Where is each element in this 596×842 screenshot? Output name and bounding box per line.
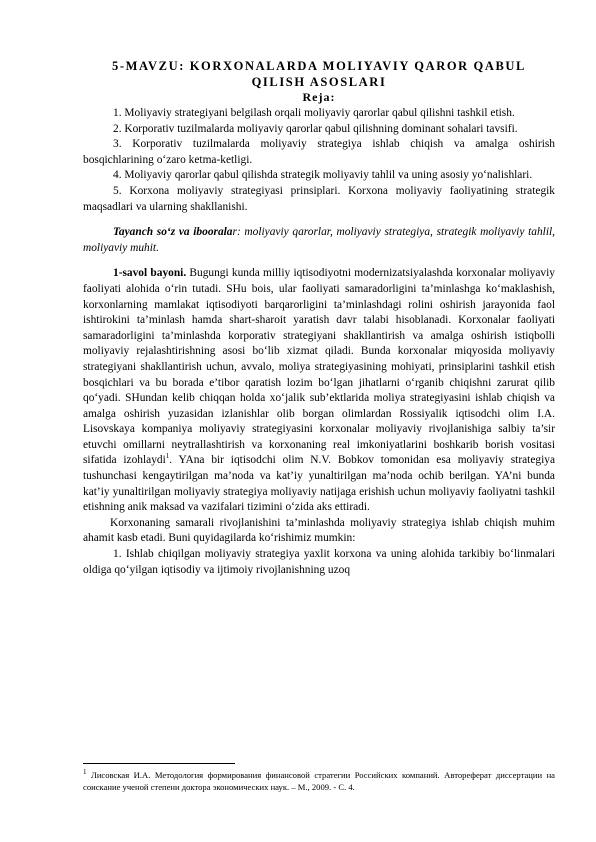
plan-heading: Reja: — [302, 90, 336, 104]
footnote — [83, 770, 555, 793]
footnote-ref: 1 — [165, 452, 170, 461]
paragraph-3: 1. Ishlab chiqilgan moliyaviy strategiya yaxlit korxona va uning alohida tarkibiy bo‘linmalari oldiga qo‘yilgan iqtisodiy va ijtimoiy rivojlanishning uzoq — [83, 548, 555, 576]
document-title-line-2: QILISH ASOSLARI — [251, 75, 387, 89]
document-page — [83, 58, 555, 578]
keywords-paragraph — [83, 225, 555, 256]
question-1-label: 1-savol bayoni. — [113, 267, 187, 280]
keywords-text: r: moliyaviy qarorlar, moliyaviy strategiya, strategik moliyaviy tahlil, moliyaviy muhit. — [83, 226, 555, 254]
plan-item-1: 1. Moliyaviy strategiyani belgilash orqali moliyaviy qarorlar qabul qilishni tashkil etish. — [113, 107, 515, 119]
plan-item-3: 3. Korporativ tuzilmalarda moliyaviy strategiya ishlab chiqish va amalga oshirish bosqichlarining o‘zaro ketma-ketligi. — [83, 138, 555, 166]
paragraph-2: Korxonaning samarali rivojlanishini ta’minlashda moliyaviy strategiya ishlab chiqish muhim ahamit kasb etadi. Buni quyidagilarda ko‘rishimiz mumkin: — [83, 516, 555, 545]
footnote-separator — [83, 763, 235, 764]
keywords-label: Tayanch so‘z va iboorala — [113, 226, 233, 239]
document-title-line-1: 5-MAVZU: KORXONALARDA MOLIYAVIY QAROR QABUL — [112, 59, 526, 73]
plan-item-2: 2. Korporativ tuzilmalarda moliyaviy qarorlar qabul qilishning dominant sohalari tavsifi. — [113, 122, 518, 135]
question-1-text-b: . YAna bir iqtisodchi olim N.V. Bobkov tomonidan esa moliyaviy strategiya tushunchasi kengaytirilgan ma’noda va kat’iy yunaltirilgan ma’noda ochib berilgan. YA’ni bunda kat’iy yunaltirilgan moliyaviy strategiya moliyaviy natijaga erishish uchun moliyaviy faoliyatni tashkil etishning anik maksad va vazifalari tizimini o‘zida aks ettiradi. — [83, 454, 556, 514]
footnote-number: 1 — [83, 768, 87, 777]
plan-item-5: 5. Korxona moliyaviy strategiyasi prinsiplari. Korxona moliyaviy faoliyatining strategik maqsadlari va ularning shakllanishi. — [83, 184, 555, 213]
footnote-text: Лисовская И.А. Методология формирования финансовой стратегии Российских компаний. Автореферат диссертации на соискание ученой степени доктора экономических наук. – М., 2009. - С. 4. — [83, 770, 555, 792]
question-1-paragraph — [83, 266, 555, 516]
question-1-text-a: Bugungi kunda milliy iqtisodiyotni modernizatsiyalashda korxonalar moliyaviy faoliyati alohida o‘rin tutadi. SHu bois, ular faoliyati samaradorligini ta’minlashga ko‘maklashish, korxonlarning mamlakat iqtisodiyoti barqarorligini ta’minlashdagi rolini oshirish jarayonida faol ishtirokini ta’minlash hamda shart-sharoit yaratish davr talabi hisoblanadi. Korxonalar faoliyati samaradorligini ta’minlashda korporativ strategiyani shakllantirish va amalga oshirish istiqbolli moliyaviy rejalashtirishning asosi bo‘lib xizmat qiladi. Bunda korxonalar miqyosida moliyaviy strategiyani shakllantirish uchun, avvalo, moliya strategiyasining mohiyati, prinsiplarini tashkil etish bosqichlari va bu borada e’tibor qaratish lozim bo‘lgan jihatlarni o‘rganib chiqishni zarurat qilib qo‘yadi. SHundan kelib chiqqan holda xo‘jalik sub’ektlarida moliya strategiyasini ishlab chiqish va amalga oshirish yuzasidan izlanishlar olib borgan olimlardan Rossiyalik iqtisodchi olim I.A. Lisovskaya kompaniya moliyaviy strategiyasini korxonalar moliyaviy rivojlanishiga salbiy ta’sir etuvchi omillarni neytrallashtirish va korxonaning real imkoniyatlarini boshkarib borish vositasi sifatida izohlaydi — [83, 267, 555, 467]
plan-item-4: 4. Moliyaviy qarorlar qabul qilishda strategik moliyaviy tahlil va uning asosiy yo‘nalishlari. — [113, 169, 533, 182]
